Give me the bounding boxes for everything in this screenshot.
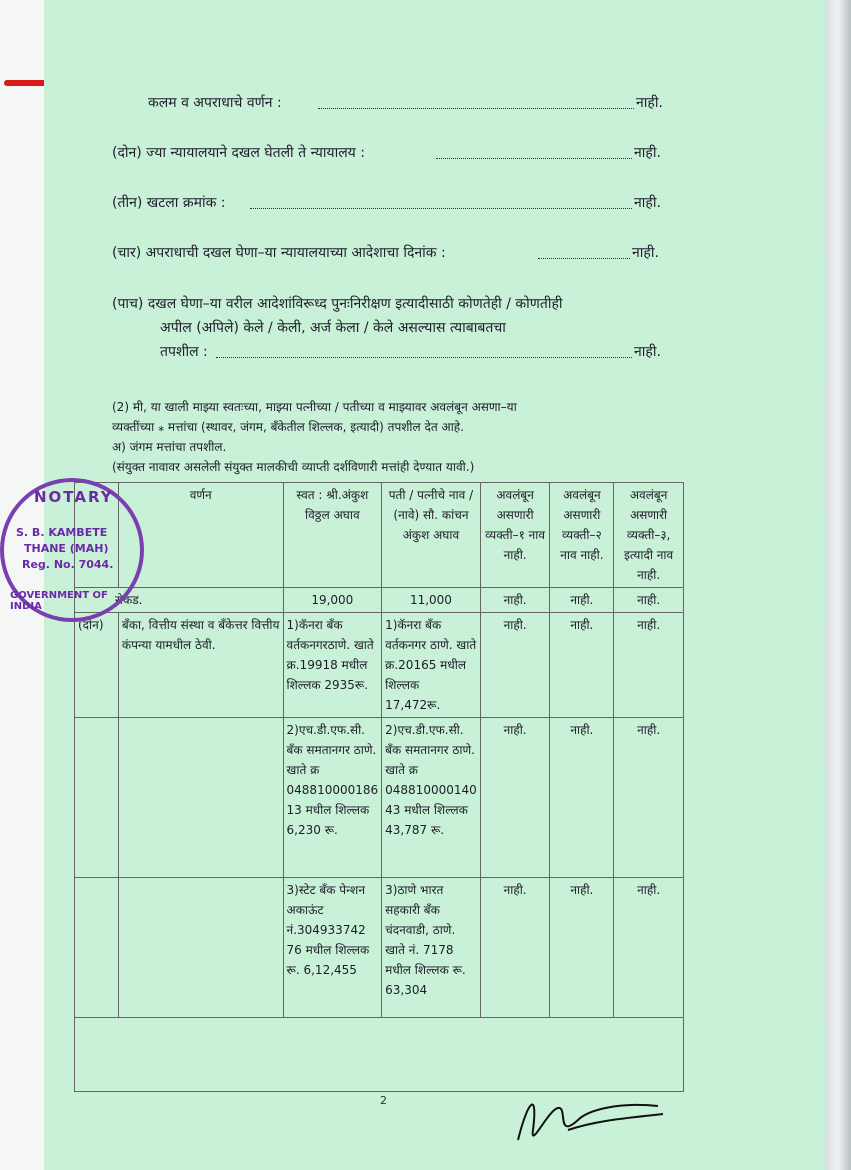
nahi-value: नाही. (634, 145, 661, 161)
dotted-leader (318, 108, 634, 109)
declaration-line2: व्यक्तींच्या ⁎ मत्तांचा (स्थावर, जंगम, बॅंकेतील शिल्लक, इत्यादी) तपशील देत आहे. (112, 420, 464, 434)
court-label: (दोन) ज्या न्यायालयाने दखल घेतली ते न्यायालय : (112, 145, 365, 161)
dependent1-value: नाही. (480, 878, 550, 1018)
row-description (118, 718, 283, 878)
table-row (75, 613, 684, 718)
dependent2-value: नाही. (550, 588, 614, 613)
dotted-leader (250, 208, 632, 209)
spouse-value: 3)ठाणे भारत सहकारी बॅंक चंदनवाडी, ठाणे. खाते नं. 7178 मधील शिल्लक रू. 63,304 (382, 878, 481, 1018)
spouse-value: 1)कॅनरा बॅंक वर्तकनगर ठाणे. खाते क्र.20165 मधील शिल्लक 17,472रू. (382, 613, 481, 718)
notary-stamp (0, 478, 144, 622)
declaration-line1: (2) मी, या खाली माझ्या स्वतःच्या, माझ्या पत्नीच्या / पतीच्या व माझ्यावर अवलंबून असणा–या (112, 400, 517, 414)
dotted-leader (436, 158, 632, 159)
self-value: 2)एच.डी.एफ.सी. बॅंक समतानगर ठाणे. खाते क्र 048810000186 13 मधील शिल्लक 6,230 रू. (283, 718, 382, 878)
appeal-label-line3: तपशील : (160, 344, 208, 360)
table-row (75, 718, 684, 878)
dependent1-value: नाही. (480, 718, 550, 878)
row-serial (75, 878, 119, 1018)
stamp-name: S. B. KAMBETE (16, 526, 108, 539)
nahi-value: नाही. (634, 344, 661, 360)
page-edge (825, 0, 851, 1170)
stamp-top-text: NOTARY (34, 488, 114, 506)
nahi-value: नाही. (632, 245, 659, 261)
dependent3-value: नाही. (614, 718, 684, 878)
dotted-leader (538, 258, 630, 259)
table-row (75, 878, 684, 1018)
dependent3-value: नाही. (614, 878, 684, 1018)
dependent3-value: नाही. (614, 588, 684, 613)
self-value: 3)स्टेट बॅंक पेन्शन अकाऊंट नं.304933742 76 मधील शिल्लक रू. 6,12,455 (283, 878, 382, 1018)
dependent1-header: अवलंबून असणारी व्यक्ती–१ नाव नाही. (480, 483, 550, 588)
appeal-label-line1: (पाच) दखल घेणा–या वरील आदेशांविरूध्द पुनःनिरीक्षण इत्यादीसाठी कोणतेही / कोणतीही (112, 296, 563, 312)
appeal-label-line2: अपील (अपिले) केले / केली, अर्ज केला / केले असल्यास त्याबाबतचा (160, 320, 506, 336)
row-description (118, 878, 283, 1018)
dependent2-header: अवलंबून असणारी व्यक्ती–२ नाव नाही. (550, 483, 614, 588)
stamp-reg: Reg. No. 7044. (22, 558, 114, 571)
page-number: 2 (380, 1094, 387, 1107)
self-header: स्वत : श्री.अंकुश विठ्ठल अघाव (283, 483, 382, 588)
self-value: 1)कॅनरा बॅंक वर्तकनगरठाणे. खाते क्र.19918 मधील शिल्लक 2935रू. (283, 613, 382, 718)
spouse-value: 2)एच.डी.एफ.सी. बॅंक समतानगर ठाणे. खाते क्र 048810000140 43 मधील शिल्लक 43,787 रू. (382, 718, 481, 878)
dependent2-value: नाही. (550, 878, 614, 1018)
order-date-label: (चार) अपराधाची दखल घेणा–या न्यायालयाच्या आदेशाचा दिनांक : (112, 245, 446, 261)
stamp-bottom-text: GOVERNMENT OF INDIA (10, 590, 108, 612)
dotted-leader (216, 357, 632, 358)
dependent3-header: अवलंबून असणारी व्यक्ती–३, इत्यादी नाव नाही. (614, 483, 684, 588)
nahi-value: नाही. (634, 195, 661, 211)
spouse-header: पती / पत्नीचे नाव / (नावे) सौ. कांचन अंकुश अघाव (382, 483, 481, 588)
row-description: बॅंका, वित्तीय संस्था व बॅंकेत्तर वित्तीय कंपन्या यामधील ठेवी. (118, 613, 283, 718)
offence-description-label: कलम व अपराधाचे वर्णन : (148, 95, 282, 111)
signature-icon (508, 1080, 668, 1160)
dependent1-value: नाही. (480, 588, 550, 613)
spouse-value: 11,000 (382, 588, 481, 613)
movable-assets-table (74, 482, 684, 1092)
case-number-label: (तीन) खटला क्रमांक : (112, 195, 226, 211)
table-row (75, 588, 684, 613)
dependent2-value: नाही. (550, 718, 614, 878)
dependent1-value: नाही. (480, 613, 550, 718)
row-serial (75, 718, 119, 878)
description-header: वर्णन (118, 483, 283, 588)
row-label: रोकड. (75, 588, 284, 613)
joint-ownership-note: (संयुक्त नावावर असलेली संयुक्त मालकीची व्याप्ती दर्शविणारी मत्तांही देण्यात यावी.) (112, 460, 475, 474)
row-serial: (दोन) (75, 613, 119, 718)
dependent2-value: नाही. (550, 613, 614, 718)
self-value: 19,000 (283, 588, 382, 613)
stamp-place: THANE (MAH) (24, 542, 109, 555)
table-header-row (75, 483, 684, 588)
nahi-value: नाही. (636, 95, 663, 111)
movable-assets-heading: अ) जंगम मत्तांचा तपशील. (112, 440, 227, 454)
dependent3-value: नाही. (614, 613, 684, 718)
